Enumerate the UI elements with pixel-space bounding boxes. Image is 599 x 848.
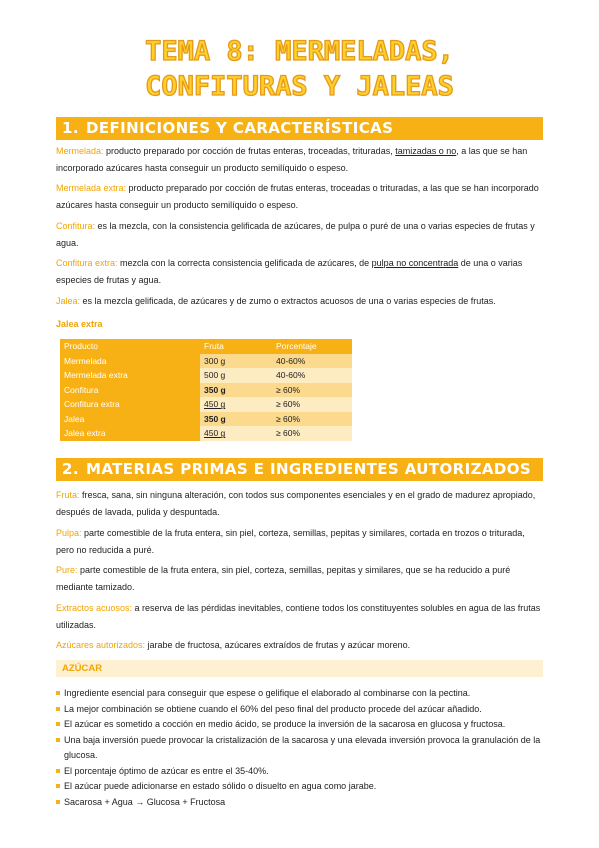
section-2-heading bbox=[56, 458, 543, 481]
definition-text: jarabe de fructosa, azúcares extraídos de frutas y azúcar moreno. bbox=[145, 640, 411, 650]
definition-confitura-extra bbox=[56, 255, 543, 289]
definition-jalea bbox=[56, 293, 543, 310]
table-header-cell: Producto bbox=[60, 339, 200, 354]
table-header-cell: Fruta bbox=[200, 339, 272, 354]
table-header-row bbox=[60, 339, 352, 354]
table-cell-producto: Confitura bbox=[60, 383, 200, 398]
table-row bbox=[60, 354, 352, 369]
list-item-text: Sacarosa + Agua → Glucosa + Fructosa bbox=[64, 796, 226, 807]
section-2-title: MATERIAS PRIMAS E INGREDIENTES AUTORIZADOS bbox=[86, 460, 532, 478]
bullet-square-icon bbox=[56, 800, 60, 804]
underlined-text: tamizadas o no bbox=[395, 146, 457, 156]
table-cell-fruta: 300 g bbox=[200, 354, 272, 369]
bullet-square-icon bbox=[56, 784, 60, 788]
list-item-text: La mejor combinación se obtiene cuando el 60% del peso final del producto procede del azúcar añadido. bbox=[64, 703, 482, 714]
table-row bbox=[60, 397, 352, 412]
section-2-number: 2. bbox=[62, 460, 79, 478]
list-item-text: Ingrediente esencial para conseguir que espese o gelifique el elaborado al combinarse con la pectina. bbox=[64, 688, 471, 698]
term-pure: Pure: bbox=[56, 565, 78, 575]
definition-extractos-acuosos bbox=[56, 600, 543, 634]
definition-text-a: mezcla con la correcta consistencia gelificada de azúcares, de bbox=[117, 258, 372, 268]
section-1-number: 1. bbox=[62, 119, 79, 137]
table-cell-producto: Mermelada bbox=[60, 354, 200, 369]
table-cell-porcentaje: ≥ 60% bbox=[272, 383, 352, 398]
table-cell-producto: Mermelada extra bbox=[60, 368, 200, 383]
table-cell-fruta: 500 g bbox=[200, 368, 272, 383]
table-cell-producto: Confitura extra bbox=[60, 397, 200, 412]
term-extractos-acuosos: Extractos acuosos: bbox=[56, 603, 133, 613]
azucar-heading: AZÚCAR bbox=[56, 660, 543, 677]
table-cell-porcentaje: 40-60% bbox=[272, 368, 352, 383]
table-row bbox=[60, 383, 352, 398]
term-fruta: Fruta: bbox=[56, 490, 80, 500]
list-item bbox=[56, 717, 543, 733]
bullet-square-icon bbox=[56, 691, 60, 695]
table-cell-porcentaje: 40-60% bbox=[272, 354, 352, 369]
list-item-text: El azúcar puede adicionarse en estado sólido o disuelto en agua como jarabe. bbox=[64, 781, 377, 791]
table-cell-porcentaje: ≥ 60% bbox=[272, 397, 352, 412]
list-item bbox=[56, 795, 543, 811]
bullet-square-icon bbox=[56, 769, 60, 773]
definition-azucares-autorizados bbox=[56, 637, 543, 654]
term-pulpa: Pulpa: bbox=[56, 528, 82, 538]
table-cell-porcentaje: ≥ 60% bbox=[272, 412, 352, 427]
definition-mermelada-extra bbox=[56, 180, 543, 214]
definition-text-b: de una o varias especies de frutas y agua. bbox=[56, 258, 523, 285]
list-item-text: Una baja inversión puede provocar la cristalización de la sacarosa y una elevada inversión provoca la granulación de la glucosa. bbox=[64, 734, 541, 760]
term-mermelada: Mermelada: bbox=[56, 146, 104, 156]
term-confitura: Confitura: bbox=[56, 221, 96, 231]
table-cell-producto: Jalea bbox=[60, 412, 200, 427]
list-item bbox=[56, 779, 543, 795]
table-row bbox=[60, 426, 352, 441]
table-cell-fruta: 450 g bbox=[200, 397, 272, 412]
definition-text: parte comestible de la fruta entera, sin piel, corteza, semillas, pepitas y similares, cortada en trozos o triturada, pero no reducida a puré. bbox=[56, 528, 525, 555]
definition-fruta bbox=[56, 487, 543, 521]
section-1-title: DEFINICIONES Y CARACTERÍSTICAS bbox=[86, 119, 394, 137]
definition-pulpa bbox=[56, 525, 543, 559]
definition-text: a reserva de las pérdidas inevitables, contiene todos los constituyentes solubles en agua de las frutas utilizadas. bbox=[56, 603, 541, 630]
definition-text: parte comestible de la fruta entera, sin piel, corteza, semillas, pepitas y similares, que se ha reducido a puré mediante tamizado. bbox=[56, 565, 511, 592]
definition-text-a: producto preparado por cocción de frutas enteras, troceadas, trituradas, bbox=[103, 146, 396, 156]
table-cell-fruta: 350 g bbox=[200, 383, 272, 398]
list-item bbox=[56, 686, 543, 702]
term-jalea: Jalea: bbox=[56, 296, 81, 306]
list-item-text: El porcentaje óptimo de azúcar es entre el 35-40%. bbox=[64, 765, 269, 776]
definition-pure bbox=[56, 562, 543, 596]
page-title-line-2: CONFITURAS Y JALEAS bbox=[145, 71, 454, 102]
section-1-heading bbox=[56, 117, 543, 140]
definition-text: es la mezcla, con la consistencia gelificada de azúcares, de pulpa o puré de una o varias especies de frutas y agua. bbox=[56, 221, 535, 248]
underlined-text: pulpa no concentrada bbox=[371, 258, 459, 268]
table-cell-fruta: 450 g bbox=[200, 426, 272, 441]
list-item-text: El azúcar es sometido a cocción en medio ácido, se produce la inversión de la sacarosa en glucosa y fructosa. bbox=[64, 719, 506, 729]
table-cell-porcentaje: ≥ 60% bbox=[272, 426, 352, 441]
list-item bbox=[56, 702, 543, 718]
table-cell-producto: Jalea extra bbox=[60, 426, 200, 441]
bullet-square-icon bbox=[56, 738, 60, 742]
bullet-square-icon bbox=[56, 722, 60, 726]
table-cell-fruta: 350 g bbox=[200, 412, 272, 427]
bullet-square-icon bbox=[56, 707, 60, 711]
definition-mermelada bbox=[56, 143, 543, 177]
list-item bbox=[56, 764, 543, 780]
definition-text: fresca, sana, sin ninguna alteración, con todos sus componentes esenciales y en el grado de madurez apropiado, después de lavada, pulida y despuntada. bbox=[56, 490, 536, 517]
term-confitura-extra: Confitura extra: bbox=[56, 258, 118, 268]
page-title-line-1: TEMA 8: MERMELADAS, bbox=[145, 36, 454, 67]
definition-text: es la mezcla gelificada, de azúcares y de zumo o extractos acuosos de una o varias especies de frutas. bbox=[80, 296, 496, 306]
subhead-jalea-extra: Jalea extra bbox=[56, 319, 103, 329]
table-row bbox=[60, 368, 352, 383]
table-row bbox=[60, 412, 352, 427]
definition-confitura bbox=[56, 218, 543, 252]
definition-text-b: , a las que se han incorporado azúcares hasta conseguir un producto semilíquido o espeso. bbox=[56, 146, 528, 173]
term-mermelada-extra: Mermelada extra: bbox=[56, 183, 127, 193]
azucar-bullet-list bbox=[56, 686, 543, 810]
products-table bbox=[60, 339, 352, 441]
list-item bbox=[56, 733, 543, 764]
definition-text: producto preparado por cocción de frutas enteras, troceadas o trituradas, a las que se han incorporado azúcares hasta conseguir un producto semilíquido o espeso. bbox=[56, 183, 539, 210]
table-header-cell: Porcentaje bbox=[272, 339, 352, 354]
term-azucares-autorizados: Azúcares autorizados: bbox=[56, 640, 146, 650]
